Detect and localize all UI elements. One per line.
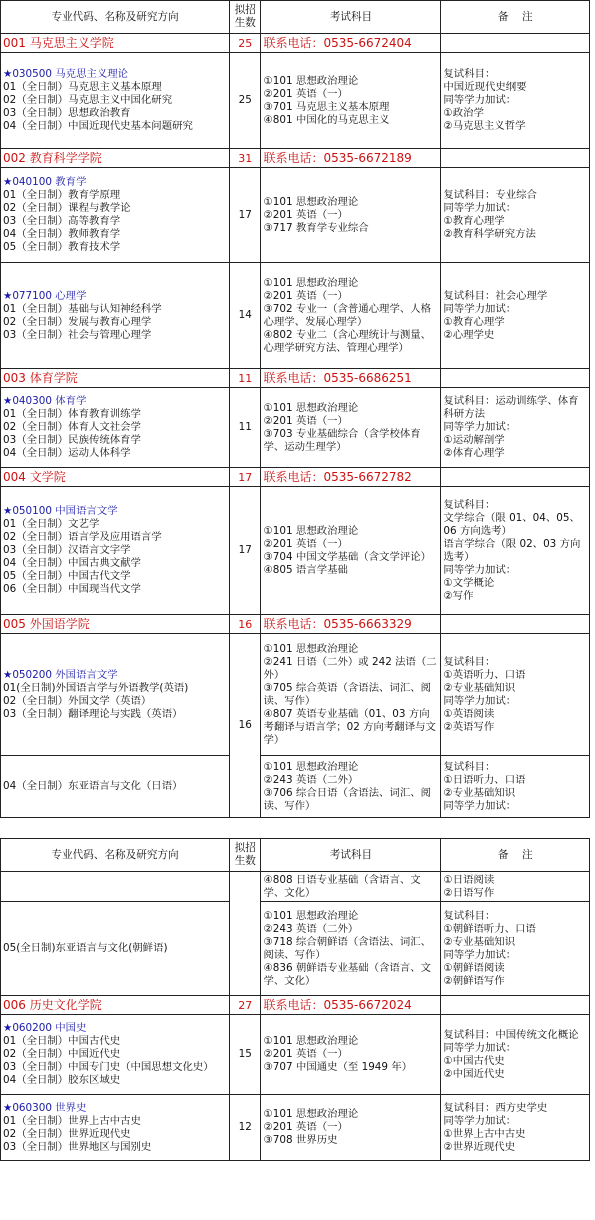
- major-quota: 17: [230, 168, 261, 263]
- major-quota: 14: [230, 263, 261, 369]
- header-exams: 考试科目: [261, 1, 441, 34]
- major-directions: ★040100 教育学 01（全日制）教育学原理 02（全日制）课程与教学论 03（全日制）高等教育学 04（全日制）教师教育学 05（全日制）教育技术学: [1, 168, 230, 263]
- remarks: 复试科目： 中国近现代史纲要 同等学力加试： ①政治学 ②马克思主义哲学: [441, 53, 590, 149]
- college-quota: 27: [230, 996, 261, 1015]
- college-name: 006 历史文化学院: [1, 996, 230, 1015]
- college-quota: 16: [230, 615, 261, 634]
- college-phone: 联系电话：0535-6663329: [261, 615, 441, 634]
- remarks: ①日语阅读 ②日语写作: [441, 872, 590, 902]
- exam-subjects: ④808 日语专业基础（含语言、文学、文化）: [261, 872, 441, 902]
- major-quota: 25: [230, 53, 261, 149]
- college-quota: 17: [230, 468, 261, 487]
- major-directions: ★077100 心理学 01（全日制）基础与认知神经科学 02（全日制）发展与教育心理学 03（全日制）社会与管理心理学: [1, 263, 230, 369]
- header-row: [1, 839, 590, 872]
- header-notes: 备 注: [441, 839, 590, 872]
- admissions-table-2: [0, 838, 590, 1161]
- major-quota: 17: [230, 487, 261, 615]
- header-major: 专业代码、名称及研究方向: [1, 1, 230, 34]
- college-row: [1, 468, 590, 487]
- college-row: [1, 996, 590, 1015]
- remarks: 复试科目：运动训练学、体育科研方法 同等学力加试： ①运动解剖学 ②体育心理学: [441, 388, 590, 468]
- major-directions: ★060200 中国史 01（全日制）中国古代史 02（全日制）中国近代史 03（全日制）中国专门史（中国思想文化史） 04（全日制）胶东区域史: [1, 1015, 230, 1095]
- remarks: 复试科目： ①朝鲜语听力、口语 ②专业基础知识 同等学力加试： ①朝鲜语阅读 ②朝鲜语写作: [441, 902, 590, 996]
- major-block: [1, 1015, 590, 1095]
- major-quota: 11: [230, 388, 261, 468]
- exam-subjects: ①101 思想政治理论 ②201 英语（一） ③707 中国通史（至 1949 年）: [261, 1015, 441, 1095]
- college-row: [1, 369, 590, 388]
- major-quota: 12: [230, 1095, 261, 1161]
- exam-subjects: ①101 思想政治理论 ②243 英语（二外） ③706 综合日语（含语法、词汇、阅读、写作）: [261, 756, 441, 818]
- direction-name: 04（全日制）东亚语言与文化（日语）: [1, 756, 230, 818]
- college-name: 003 体育学院: [1, 369, 230, 388]
- college-row: [1, 615, 590, 634]
- exam-subjects: ①101 思想政治理论 ②201 英语（一） ③704 中国文学基础（含文学评论） ④805 语言学基础: [261, 487, 441, 615]
- major-block: [1, 634, 590, 756]
- direction-block: [1, 902, 590, 996]
- college-phone: 联系电话：0535-6672024: [261, 996, 441, 1015]
- major-directions: ★030500 马克思主义理论 01（全日制）马克思主义基本原理 02（全日制）马克思主义中国化研究 03（全日制）思想政治教育 04（全日制）中国近现代史基本问题研究: [1, 53, 230, 149]
- header-quota: 拟招 生数: [230, 1, 261, 34]
- header-major: 专业代码、名称及研究方向: [1, 839, 230, 872]
- header-row: [1, 1, 590, 34]
- college-name: 002 教育科学学院: [1, 149, 230, 168]
- college-phone: 联系电话：0535-6686251: [261, 369, 441, 388]
- continued-block: [1, 872, 590, 902]
- major-block: [1, 487, 590, 615]
- remarks: 复试科目：社会心理学 同等学力加试： ①教育心理学 ②心理学史: [441, 263, 590, 369]
- major-quota: 15: [230, 1015, 261, 1095]
- major-directions: ★050200 外国语言文学 01(全日制)外国语言学与外语教学(英语) 02（全日制）外国文学（英语） 03（全日制）翻译理论与实践（英语）: [1, 634, 230, 756]
- college-quota: 25: [230, 34, 261, 53]
- college-quota: 31: [230, 149, 261, 168]
- remarks: 复试科目：中国传统文化概论 同等学力加试： ①中国古代史 ②中国近代史: [441, 1015, 590, 1095]
- exam-subjects: ①101 思想政治理论 ②201 英语（一） ③708 世界历史: [261, 1095, 441, 1161]
- remarks: 复试科目：专业综合 同等学力加试： ①教育心理学 ②教育科学研究方法: [441, 168, 590, 263]
- major-quota: 16: [230, 634, 261, 818]
- remarks: 复试科目： ①英语听力、口语 ②专业基础知识 同等学力加试： ①英语阅读 ②英语写作: [441, 634, 590, 756]
- major-block: [1, 168, 590, 263]
- major-directions: ★050100 中国语言文学 01（全日制）文艺学 02（全日制）语言学及应用语言学 03（全日制）汉语言文字学 04（全日制）中国古典文献学 05（全日制）中国古代文学 06（全日制）中国现当代文学: [1, 487, 230, 615]
- direction-name: 05(全日制)东亚语言与文化(朝鲜语): [1, 902, 230, 996]
- major-block: [1, 263, 590, 369]
- college-row: [1, 149, 590, 168]
- exam-subjects: ①101 思想政治理论 ②243 英语（二外） ③718 综合朝鲜语（含语法、词汇、阅读、写作） ④836 朝鲜语专业基础（含语言、文学、文化）: [261, 902, 441, 996]
- header-notes: 备 注: [441, 1, 590, 34]
- college-name: 001 马克思主义学院: [1, 34, 230, 53]
- major-directions: ★060300 世界史 01（全日制）世界上古中古史 02（全日制）世界近现代史 03（全日制）世界地区与国别史: [1, 1095, 230, 1161]
- college-row: [1, 34, 590, 53]
- college-phone: 联系电话：0535-6672404: [261, 34, 441, 53]
- major-block: [1, 53, 590, 149]
- remarks: 复试科目：西方史学史 同等学力加试： ①世界上古中古史 ②世界近现代史: [441, 1095, 590, 1161]
- college-phone: 联系电话：0535-6672782: [261, 468, 441, 487]
- exam-subjects: ①101 思想政治理论 ②241 日语（二外）或 242 法语（二外） ③705 综合英语（含语法、词汇、阅读、写作） ④807 英语专业基础（01、03 方向考翻译与语言学；02 方向考翻译与文学）: [261, 634, 441, 756]
- college-name: 005 外国语学院: [1, 615, 230, 634]
- remarks: 复试科目： 文学综合（限 01、04、05、06 方向选考） 语言学综合（限 02、03 方向选考） 同等学力加试： ①文学概论 ②写作: [441, 487, 590, 615]
- header-quota: 拟招 生数: [230, 839, 261, 872]
- major-directions: ★040300 体育学 01（全日制）体育教育训练学 02（全日制）体育人文社会学 03（全日制）民族传统体育学 04（全日制）运动人体科学: [1, 388, 230, 468]
- college-quota: 11: [230, 369, 261, 388]
- exam-subjects: ①101 思想政治理论 ②201 英语（一） ③703 专业基础综合（含学校体育学、运动生理学）: [261, 388, 441, 468]
- direction-block: [1, 756, 590, 818]
- exam-subjects: ①101 思想政治理论 ②201 英语（一） ③702 专业一（含普通心理学、人格心理学、发展心理学） ④802 专业二（含心理统计与测量、心理学研究方法、管理心理学）: [261, 263, 441, 369]
- major-block: [1, 1095, 590, 1161]
- exam-subjects: ①101 思想政治理论 ②201 英语（一） ③701 马克思主义基本原理 ④801 中国化的马克思主义: [261, 53, 441, 149]
- college-name: 004 文学院: [1, 468, 230, 487]
- header-exams: 考试科目: [261, 839, 441, 872]
- exam-subjects: ①101 思想政治理论 ②201 英语（一） ③717 教育学专业综合: [261, 168, 441, 263]
- college-phone: 联系电话：0535-6672189: [261, 149, 441, 168]
- major-block: [1, 388, 590, 468]
- remarks: 复试科目： ①日语听力、口语 ②专业基础知识 同等学力加试：: [441, 756, 590, 818]
